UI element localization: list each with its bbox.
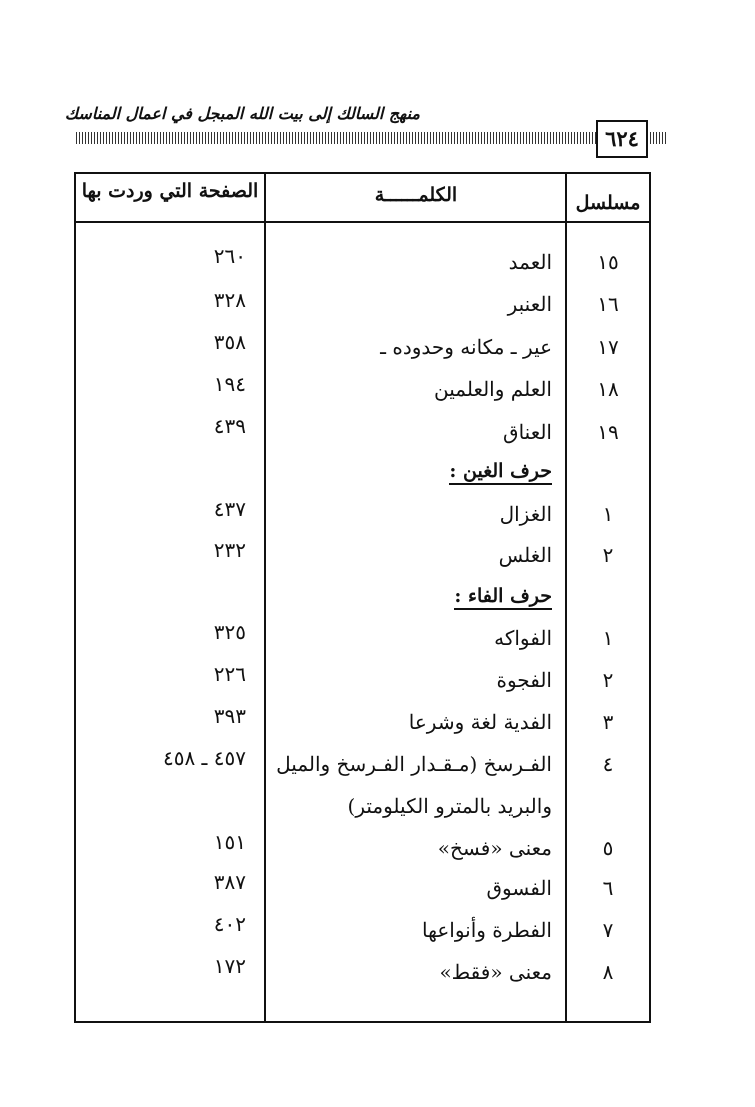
row-page: ٤٠٢ — [213, 912, 246, 936]
row-serial: ١ — [602, 502, 614, 526]
section-heading: حرف الفاء : — [300, 585, 552, 607]
column-header-word: الكلمــــــة — [374, 184, 458, 206]
row-word: عير ـ مكانه وحدوده ـ — [380, 335, 552, 359]
row-serial: ١٥ — [597, 250, 619, 274]
row-page: ١٧٢ — [213, 954, 246, 978]
column-divider — [565, 172, 567, 1023]
row-page: ٢٦٠ — [213, 244, 246, 268]
column-divider — [264, 172, 266, 1023]
column-header-serial: مسلسل — [575, 192, 641, 214]
running-header-title: منهج السالك إلى بيت الله المبجل في اعمال المناسك — [64, 104, 420, 123]
row-serial: ١ — [602, 626, 614, 650]
row-serial: ٢ — [602, 543, 614, 567]
row-serial: ١٦ — [597, 292, 619, 316]
header-rule-right — [650, 132, 666, 144]
row-page: ١٩٤ — [213, 372, 246, 396]
row-serial: ٨ — [602, 960, 614, 984]
row-serial: ٥ — [602, 836, 614, 860]
row-page: ٣٥٨ — [213, 330, 246, 354]
row-serial: ٤ — [602, 752, 614, 776]
row-serial: ٣ — [602, 710, 614, 734]
row-word: معنى «فسخ» — [437, 836, 552, 860]
row-word: الفسوق — [486, 876, 552, 900]
row-page: ٣٢٨ — [213, 288, 246, 312]
row-page: ٤٣٧ — [213, 497, 246, 521]
row-serial: ٧ — [602, 918, 614, 942]
row-word: العمد — [508, 250, 552, 274]
row-word: الفجوة — [496, 668, 552, 692]
column-header-page: الصفحة التي وردت بها — [81, 180, 259, 202]
row-word: الفـرسخ (مـقـدار الفـرسخ والميل — [276, 752, 552, 776]
row-word: الفواكه — [494, 626, 552, 650]
row-page: ٤٥٧ ـ ٤٥٨ — [162, 746, 246, 770]
row-serial: ١٨ — [597, 377, 619, 401]
row-word: الغزال — [499, 502, 552, 526]
row-page: ٤٣٩ — [213, 414, 246, 438]
row-word: العنبر — [507, 292, 552, 316]
row-word-continued: والبريد بالمترو الكيلومتر) — [347, 794, 552, 818]
page-number: ٦٢٤ — [596, 120, 648, 158]
row-serial: ٦ — [602, 876, 614, 900]
row-page: ٣٩٣ — [213, 704, 246, 728]
header-rule — [76, 132, 596, 144]
row-serial: ١٩ — [597, 420, 619, 444]
row-page: ٣٨٧ — [213, 870, 246, 894]
row-page: ١٥١ — [213, 830, 246, 854]
row-word: العلم والعلمين — [434, 377, 552, 401]
header-divider — [74, 221, 651, 223]
row-page: ٢٣٢ — [213, 538, 246, 562]
row-word: العناق — [503, 420, 552, 444]
row-serial: ٢ — [602, 668, 614, 692]
row-page: ٢٢٦ — [213, 662, 246, 686]
row-serial: ١٧ — [597, 335, 619, 359]
row-word: الفدية لغة وشرعا — [408, 710, 552, 734]
row-word: الغلس — [498, 543, 552, 567]
section-heading: حرف الغين : — [300, 460, 552, 482]
row-word: معنى «فقط» — [439, 960, 552, 984]
row-page: ٣٢٥ — [213, 620, 246, 644]
row-word: الفطرة وأنواعها — [422, 918, 552, 942]
